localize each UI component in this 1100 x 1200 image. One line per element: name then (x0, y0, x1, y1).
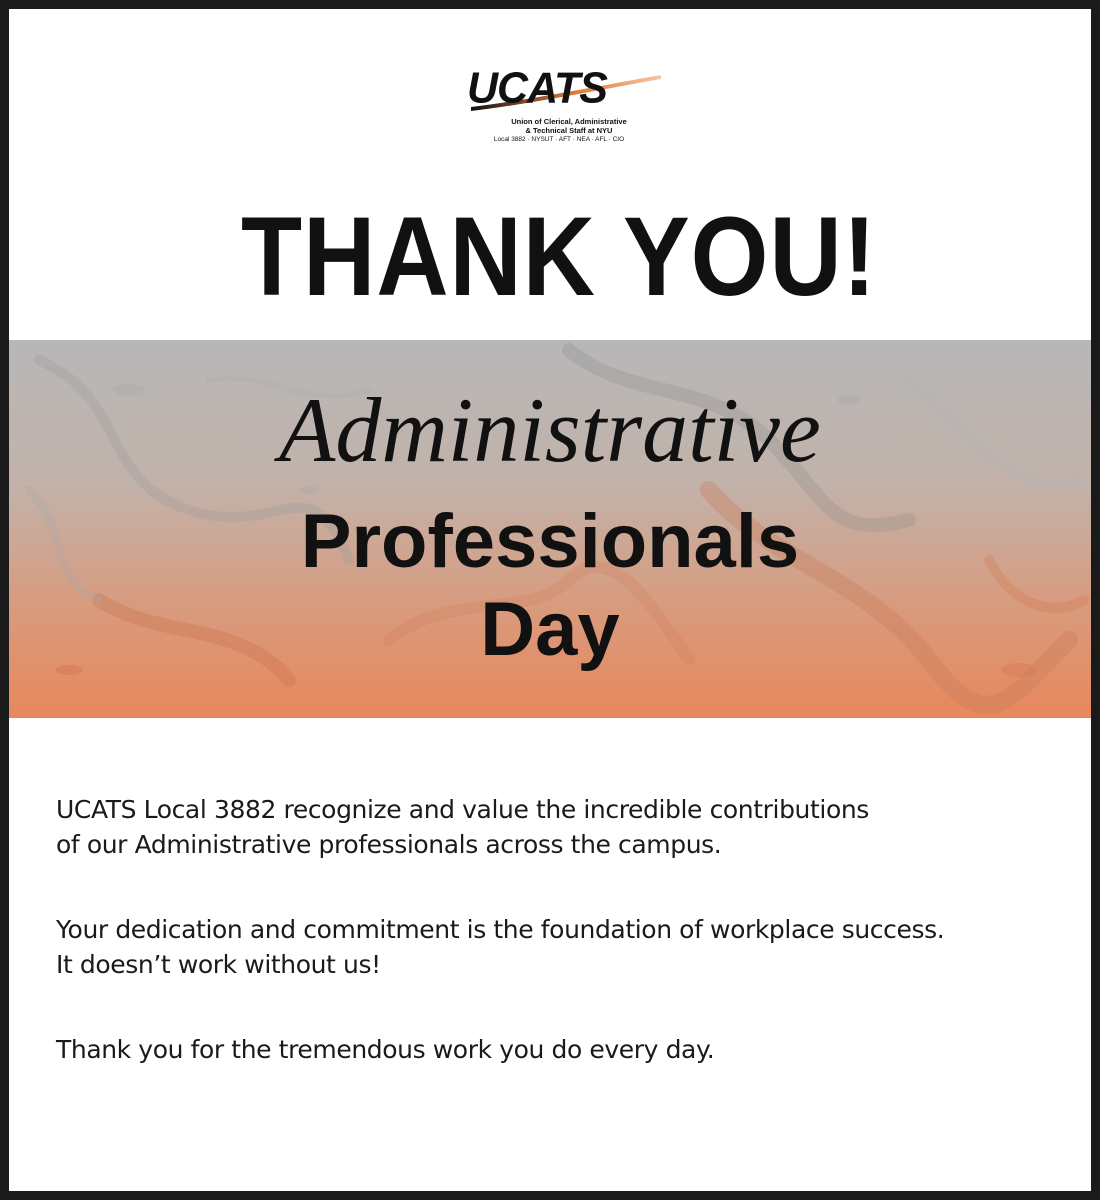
message-p1-line2: of our Administrative professionals across the campus. (56, 830, 722, 859)
ucats-logo (463, 61, 663, 177)
banner-professionals: Professionals (300, 499, 800, 584)
message-p2-line2: It doesn’t work without us! (56, 950, 381, 979)
message-paragraph-2 (56, 912, 1066, 982)
banner-script-line: Administrative (279, 379, 821, 481)
headline-thank-you: THANK YOU! (241, 194, 877, 320)
logo-affiliations: Local 3882 · NYSUT · AFT · NEA · AFL · CIO (493, 136, 625, 143)
message-paragraph-1 (56, 792, 1066, 862)
logo-union-name-line2: & Technical Staff at NYU (525, 126, 613, 135)
message-p3-line1: Thank you for the tremendous work you do every day. (56, 1035, 715, 1064)
message-paragraph-3 (56, 1032, 1066, 1067)
logo-union-name-line1: Union of Clerical, Administrative (511, 117, 627, 126)
banner-day: Day (480, 587, 620, 672)
logo-wordmark: UCATS (467, 63, 607, 113)
message-p1-line1: UCATS Local 3882 recognize and value the incredible contributions (56, 795, 869, 824)
message-p2-line1: Your dedication and commitment is the foundation of workplace success. (56, 915, 945, 944)
